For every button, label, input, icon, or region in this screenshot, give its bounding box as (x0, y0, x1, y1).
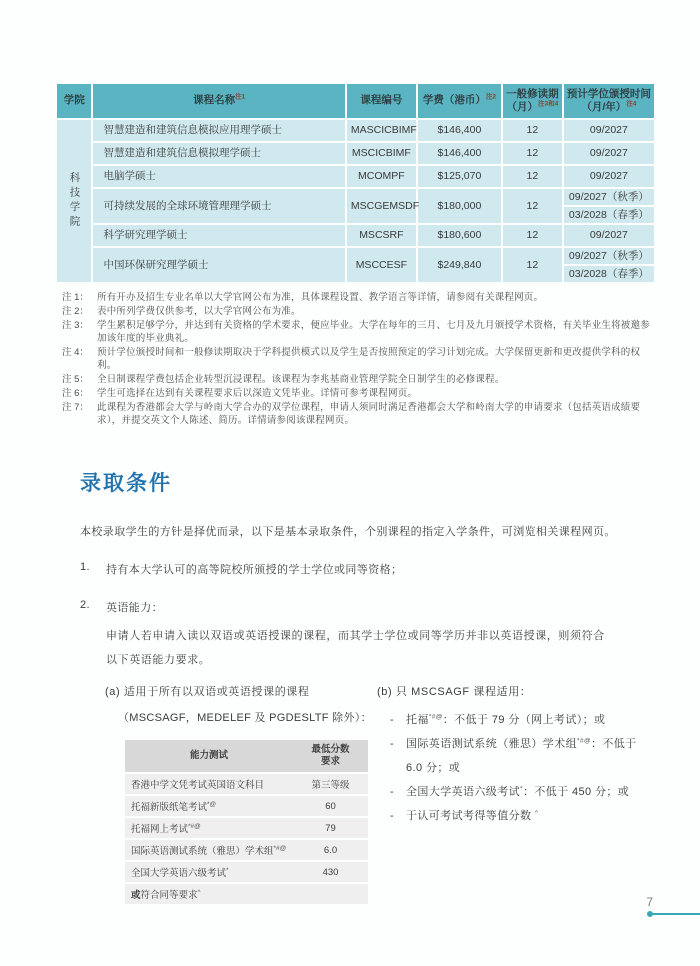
test-name (125, 774, 293, 794)
requirement-text: ：不低于 79 分（网上考试）；或 (442, 714, 606, 726)
footnote-text: 全日制课程学费包括企业转型沉浸课程。该课程为李兆基商业管理学院全日制学生的必修课程。 (97, 374, 505, 385)
table-row (57, 225, 654, 246)
ability-table-row (125, 774, 368, 794)
header-duration (503, 84, 562, 118)
list-item-text (406, 780, 656, 804)
course-award-time-split (564, 248, 654, 282)
test-note-marks: * (520, 785, 523, 793)
test-score: 第三等级 (293, 774, 368, 794)
test-score: 60 (293, 796, 368, 816)
course-name: 可持续发展的全球环境管理理学硕士 (93, 189, 344, 223)
ability-table-row (125, 840, 368, 860)
course-award-time-split (564, 189, 654, 223)
header-award-line2-wrap (566, 101, 652, 114)
requirement-text: ：不低于 450 分；或 (522, 786, 630, 798)
header-course-name-note: 注1 (235, 93, 246, 101)
test-note-marks: * (226, 866, 229, 874)
list-item (390, 732, 656, 780)
test-label: 托福 (406, 714, 429, 726)
test-label: 托福网上考试 (131, 824, 189, 835)
item-text: 英语能力： (106, 602, 163, 614)
ability-table-last-row (125, 884, 368, 904)
english-requirement-paragraph: 申请人若申请入读以双语或英语授课的课程，而其学士学位或同等学历并非以英语授课，则须符合以下英语能力要求。 (106, 630, 605, 666)
test-note-marks: *#@ (188, 822, 201, 830)
footnote-label: 注 7： (62, 402, 89, 413)
course-fee: $146,400 (418, 143, 501, 164)
test-name (125, 862, 293, 882)
course-code: MSCSRF (347, 225, 416, 246)
course-fee: $125,070 (418, 166, 501, 187)
list-item-text (406, 804, 656, 828)
admission-intro: 本校录取学生的方针是择优而录，以下是基本录取条件，个别课程的指定入学条件，可浏览相关课程网页。 (80, 526, 616, 538)
test-score: 6.0 (293, 840, 368, 860)
dash-bullet: - (390, 714, 395, 726)
header-award-time (564, 84, 654, 118)
ability-table-row (125, 818, 368, 838)
course-award-time: 09/2027 (564, 225, 654, 246)
footer-line (650, 913, 700, 915)
header-course-code (347, 84, 416, 118)
footnote-label: 注 6： (62, 388, 89, 399)
footnote-label: 注 4： (62, 347, 89, 358)
course-fee: $180,600 (418, 225, 501, 246)
admission-item-2 (80, 599, 656, 615)
page-number: 7 (646, 895, 653, 909)
item-number: 1. (80, 561, 90, 573)
header-ability-test: 能力测试 (125, 740, 293, 772)
header-course-name (93, 84, 344, 118)
footnote (62, 401, 656, 427)
footnotes (62, 291, 656, 427)
header-duration-line1: 一般修读期 (506, 87, 559, 100)
footnote-label: 注 2： (62, 306, 89, 317)
test-note-marks: *#@ (273, 844, 287, 852)
header-course-name-label: 课程名称 (193, 94, 236, 107)
ability-table-row (125, 796, 368, 816)
award-autumn: 09/2027（秋季） (568, 250, 649, 262)
item-text: 持有本大学认可的高等院校所颁授的学士学位或同等资格； (106, 564, 403, 576)
award-spring: 03/2028（春季） (568, 268, 649, 280)
header-min-score (293, 740, 368, 772)
dash-bullet: - (390, 786, 395, 798)
course-duration: 12 (503, 120, 562, 141)
section-heading-admission: 录取条件 (80, 472, 172, 495)
ability-table-header-row (125, 740, 368, 772)
course-duration: 12 (503, 248, 562, 282)
course-fee: $146,400 (418, 120, 501, 141)
table-row (57, 166, 654, 187)
header-college (57, 84, 91, 118)
course-duration: 12 (503, 143, 562, 164)
requirement-text: ：不低于 6.0 分；或 (406, 738, 637, 774)
footnote (62, 387, 656, 400)
footnote (62, 291, 656, 304)
ability-table-row (125, 862, 368, 882)
header-fee-note: 注2 (485, 93, 496, 101)
course-code: MSCICBIMF (347, 143, 416, 164)
test-label: 于认可考试考得等值分数 (406, 810, 535, 822)
header-duration-line2: （月） (506, 101, 538, 113)
footnote-label: 注 3： (62, 320, 89, 331)
award-spring: 03/2028（春季） (568, 209, 649, 221)
footnote-text: 所有开办及招生专业名单以大学官网公布为准，具体课程设置、教学语言等详情，请参阅有关课程网页。 (97, 292, 544, 303)
list-item-text (406, 732, 656, 780)
footnote (62, 373, 656, 386)
course-name: 智慧建造和建筑信息模拟理学硕士 (93, 143, 344, 164)
header-award-note: 注4 (626, 100, 637, 108)
list-item (390, 804, 656, 828)
header-college-label: 学院 (63, 94, 85, 107)
test-note-marks: ^ (197, 888, 201, 896)
test-note-marks: *@ (207, 800, 217, 808)
course-award-time: 09/2027 (564, 120, 654, 141)
test-name (125, 796, 293, 816)
table-row (57, 248, 654, 282)
test-name (125, 818, 293, 838)
footnote-text: 学生可选择在达到有关课程要求后以深造文凭毕业。详情可参考课程网页。 (97, 388, 418, 399)
equivalent-requirement (125, 884, 368, 904)
requirement-columns (105, 685, 656, 906)
footnote (62, 305, 656, 318)
course-name: 中国环保研究理学硕士 (93, 248, 344, 282)
course-fee: $249,840 (418, 248, 501, 282)
header-fee (418, 84, 501, 118)
programme-table-header-row (57, 84, 654, 118)
footnote (62, 346, 656, 372)
footnote-text: 预计学位颁授时间和一般修读期取决于学科提供模式以及学生是否按照预定的学习计划完成。大学保留更新和更改提供学科的权利。 (97, 347, 641, 371)
page-content (55, 82, 656, 906)
test-score: 79 (293, 818, 368, 838)
dash-bullet: - (390, 810, 395, 822)
college-vertical-label: 科技学院 (68, 172, 81, 230)
header-min-score-line2: 要求 (320, 756, 340, 767)
table-row (57, 189, 654, 223)
footnote (62, 319, 656, 345)
course-name: 科学研究理学硕士 (93, 225, 344, 246)
column-b (377, 685, 656, 906)
college-cell (57, 120, 91, 282)
item-number: 2. (80, 599, 90, 611)
course-duration: 12 (503, 189, 562, 223)
dash-bullet: - (390, 738, 395, 750)
admission-item-1 (80, 561, 656, 577)
list-item-text (406, 708, 656, 732)
course-award-time: 09/2027 (564, 166, 654, 187)
column-b-title: (b) 只 MSCSAGF 课程适用： (377, 686, 532, 698)
header-course-code-label: 课程编号 (360, 94, 403, 107)
course-code: MCOMPF (347, 166, 416, 187)
list-item (390, 708, 656, 732)
footnote-label: 注 1： (62, 292, 89, 303)
course-code: MSCGEMSDF (347, 189, 416, 223)
header-award-line1: 预计学位颁授时间 (566, 87, 651, 100)
test-label: 全国大学英语六级考试 (131, 868, 227, 879)
test-note-marks: ^ (534, 809, 539, 817)
footnote-text: 此课程为香港都会大学与岭南大学合办的双学位课程，申请人须同时满足香港都会大学和岭南大学的申请要求（包括英语成绩要求），并提交英文个人陈述、简历。详情请参阅该课程网页。 (97, 402, 641, 426)
test-note-marks: *#@ (577, 737, 591, 745)
header-fee-label: 学费（港币） (422, 94, 486, 107)
course-code: MSCCESF (347, 248, 416, 282)
header-min-score-line1: 最低分数 (311, 743, 350, 755)
course-award-time: 09/2027 (564, 143, 654, 164)
programme-table (55, 82, 656, 284)
course-fee: $180,000 (418, 189, 501, 223)
course-duration: 12 (503, 225, 562, 246)
course-code: MASCICBIMF (347, 120, 416, 141)
course-duration: 12 (503, 166, 562, 187)
footnote-text: 学生累积足够学分，并达到有关资格的学术要求，便应毕业。大学在每年的三月、七月及九月颁授学术资格，有关毕业生将被邀参加该年度的毕业典礼。 (97, 320, 650, 344)
column-a-title: (a) 适用于所有以双语或英语授课的课程 (105, 686, 310, 698)
test-name (125, 840, 293, 860)
header-duration-line2-wrap (505, 101, 560, 114)
footnote-label: 注 5： (62, 374, 89, 385)
table-row (57, 143, 654, 164)
test-label: 香港中学文凭考试英国语文科目 (131, 780, 265, 791)
test-label: 国际英语测试系统（雅思）学术组 (406, 738, 577, 750)
table-row (57, 120, 654, 141)
header-duration-note: 注3和4 (537, 100, 559, 108)
equivalent-bold: 或 (131, 890, 141, 901)
column-a (105, 685, 377, 906)
ability-test-table (125, 738, 368, 906)
award-autumn: 09/2027（秋季） (568, 191, 649, 203)
header-award-line2: （月/年） (581, 101, 627, 113)
equivalent-rest: 符合同等要求 (140, 890, 198, 901)
column-a-subtitle: （MSCSAGF，MEDELEF 及 PGDESLTF 除外）： (118, 712, 372, 724)
test-label: 国际英语测试系统（雅思）学术组 (131, 846, 274, 857)
test-label: 全国大学英语六级考试 (406, 786, 520, 798)
test-score: 430 (293, 862, 368, 882)
column-b-list (390, 708, 656, 828)
course-name: 智慧建造和建筑信息模拟应用理学硕士 (93, 120, 344, 141)
footnote-text: 表中所列学费仅供参考，以大学官网公布为准。 (97, 306, 301, 317)
test-label: 托福新版纸笔考试 (131, 802, 208, 813)
list-item (390, 780, 656, 804)
test-note-marks: *#@ (428, 713, 443, 721)
course-name: 电脑学硕士 (93, 166, 344, 187)
